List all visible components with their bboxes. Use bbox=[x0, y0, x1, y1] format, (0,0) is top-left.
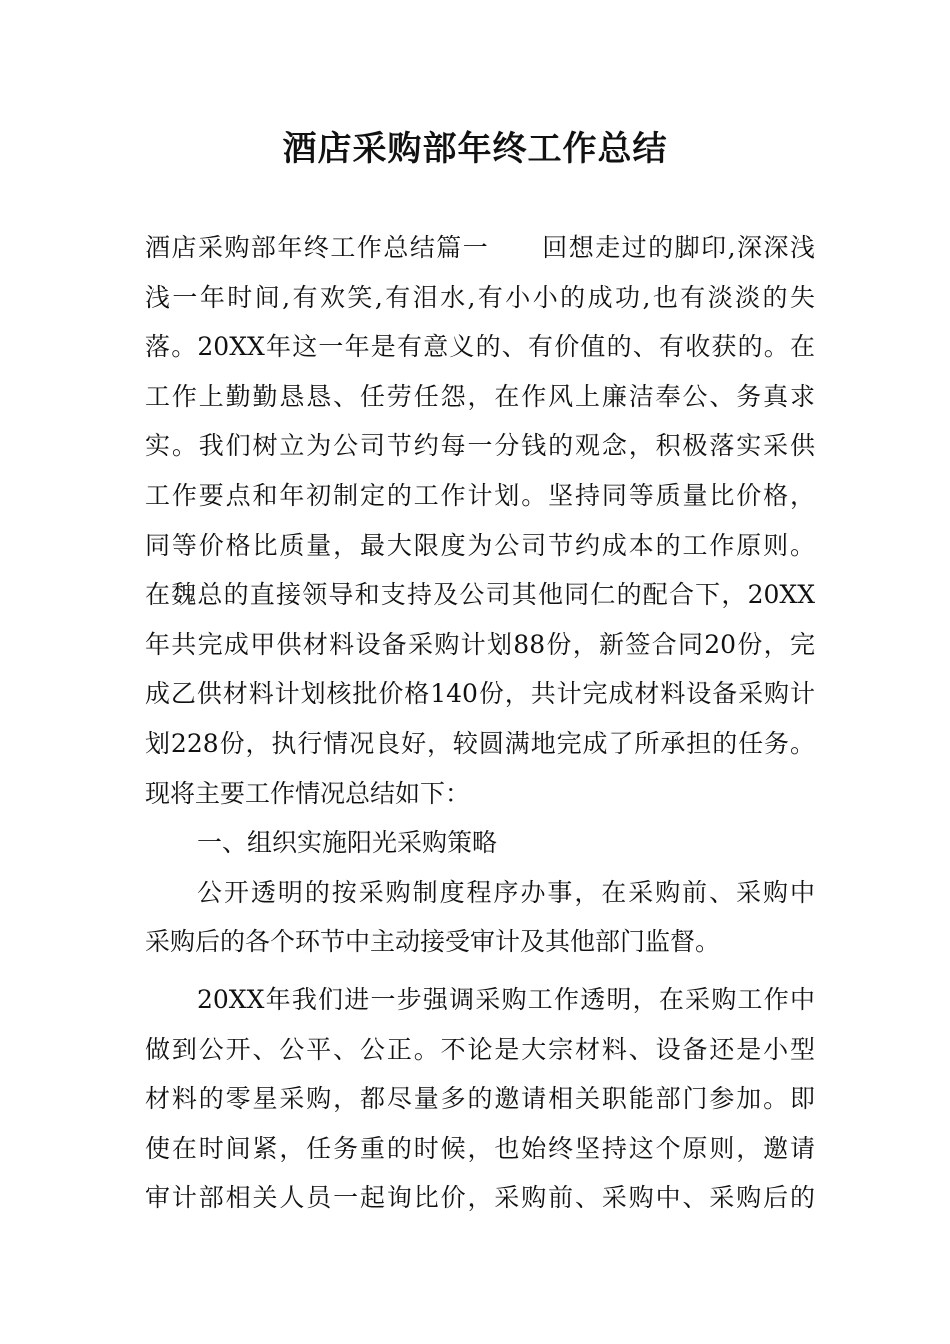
paragraph-gap bbox=[145, 967, 815, 975]
body-line: 同等价格比质量，最大限度为公司节约成本的工作原则。 bbox=[145, 530, 815, 560]
body-line: 工作上勤勤恳恳、任劳任怨，在作风上廉洁奉公、务真求 bbox=[145, 381, 815, 411]
body-line: 浅一年时间,有欢笑,有泪水,有小小的成功,也有淡淡的失 bbox=[145, 282, 815, 312]
body-line: 采购后的各个环节中主动接受审计及其他部门监督。 bbox=[145, 927, 721, 957]
body-line: 工作要点和年初制定的工作计划。坚持同等质量比价格， bbox=[145, 480, 815, 510]
body-line: 实。我们树立为公司节约每一分钱的观念，积极落实采供 bbox=[145, 431, 815, 461]
body-line: 酒店采购部年终工作总结篇一 回想走过的脚印,深深浅 bbox=[145, 233, 815, 262]
body-line: 材料的零星采购，都尽量多的邀请相关职能部门参加。即 bbox=[145, 1084, 815, 1114]
body-line: 成乙供材料计划核批价格140份，共计完成材料设备采购计 bbox=[145, 679, 815, 709]
body-line: 现将主要工作情况总结如下： bbox=[145, 778, 471, 808]
body-line: 使在时间紧，任务重的时候，也始终坚持这个原则，邀请 bbox=[145, 1133, 815, 1163]
section-heading: 一、组织实施阳光采购策略 bbox=[197, 828, 498, 858]
body-line: 审计部相关人员一起询比价，采购前、采购中、采购后的 bbox=[145, 1183, 815, 1213]
body-line: 划228份，执行情况良好，较圆满地完成了所承担的任务。 bbox=[145, 728, 815, 758]
body-line: 做到公开、公平、公正。不论是大宗材料、设备还是小型 bbox=[145, 1034, 815, 1064]
body-line: 公开透明的按采购制度程序办事，在采购前、采购中 bbox=[197, 877, 815, 907]
body-line: 20XX年我们进一步强调采购工作透明，在采购工作中 bbox=[197, 984, 815, 1014]
body-line: 在魏总的直接领导和支持及公司其他同仁的配合下，20XX bbox=[145, 580, 815, 610]
document-body bbox=[145, 223, 815, 1223]
body-line: 落。20XX年这一年是有意义的、有价值的、有收获的。在 bbox=[145, 332, 815, 362]
body-line: 年共完成甲供材料设备采购计划88份，新签合同20份，完 bbox=[145, 629, 815, 659]
document-title: 酒店采购部年终工作总结 bbox=[282, 129, 668, 169]
